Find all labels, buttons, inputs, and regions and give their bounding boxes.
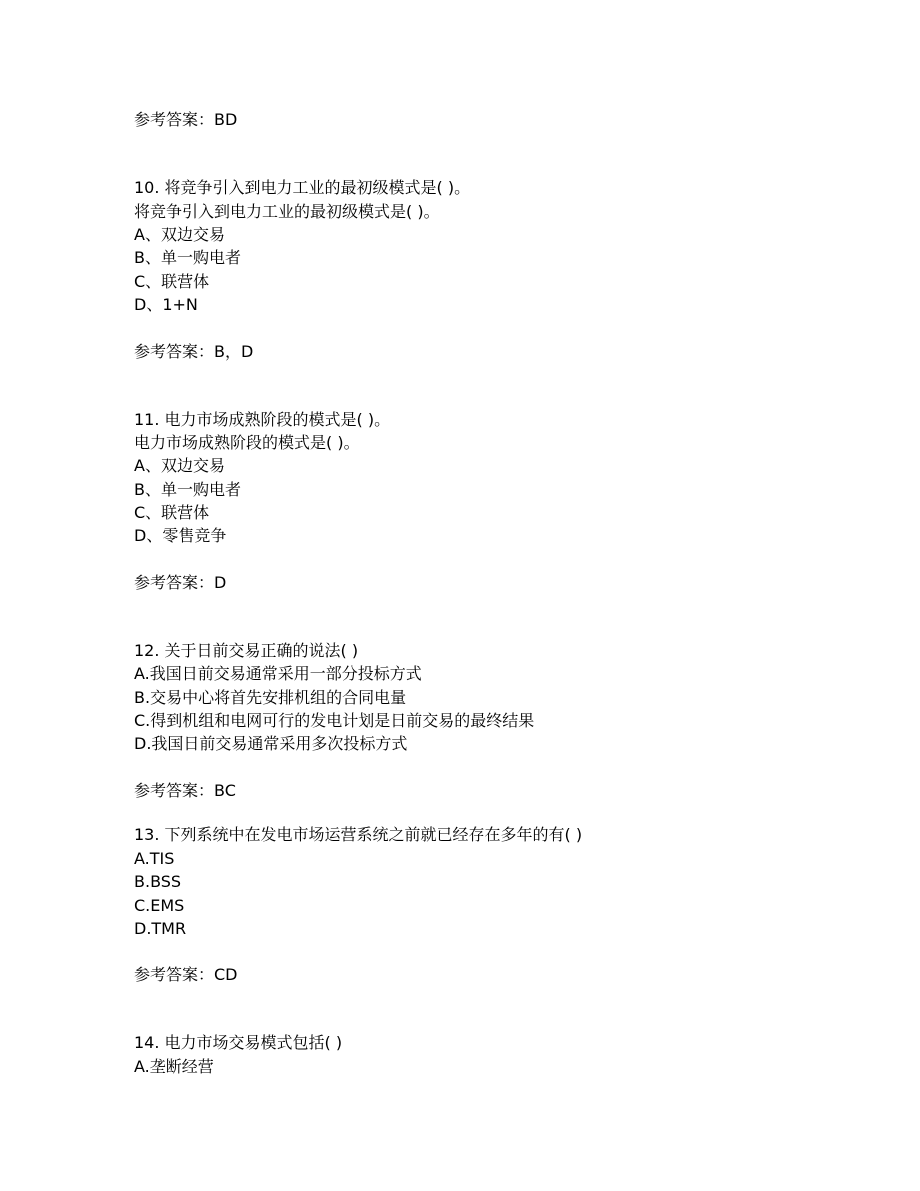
option-d: D.TMR [134,919,187,938]
option-c: C.EMS [134,896,185,915]
option-b: B.BSS [134,872,182,891]
question-title: 10. 将竞争引入到电力工业的最初级模式是( )。 [134,178,471,197]
option-c: C.得到机组和电网可行的发电计划是日前交易的最终结果 [134,711,535,730]
answer-line: 参考答案：B，D [134,342,254,361]
option-a: A.我国日前交易通常采用一部分投标方式 [134,664,422,683]
option-d: D、1+N [134,295,198,314]
question-stem: 电力市场成熟阶段的模式是( )。 [134,433,360,452]
answer-line: 参考答案：D [134,573,227,592]
question-title: 11. 电力市场成熟阶段的模式是( )。 [134,410,391,429]
answer-line: 参考答案：BC [134,781,236,800]
answer-line: 参考答案：BD [134,110,238,129]
option-b: B、单一购电者 [134,480,241,499]
option-a: A、双边交易 [134,456,225,475]
option-c: C、联营体 [134,503,210,522]
option-c: C、联营体 [134,272,210,291]
question-stem: 将竞争引入到电力工业的最初级模式是( )。 [134,202,440,221]
option-b: B、单一购电者 [134,248,241,267]
option-b: B.交易中心将首先安排机组的合同电量 [134,688,407,707]
question-title: 14. 电力市场交易模式包括( ) [134,1033,343,1052]
answer-line: 参考答案：CD [134,965,238,984]
question-title: 12. 关于日前交易正确的说法( ) [134,641,359,660]
option-d: D、零售竞争 [134,526,227,545]
option-d: D.我国日前交易通常采用多次投标方式 [134,734,408,753]
option-a: A、双边交易 [134,225,225,244]
option-a: A.垄断经营 [134,1057,214,1076]
option-a: A.TIS [134,849,175,868]
question-title: 13. 下列系统中在发电市场运营系统之前就已经存在多年的有( ) [134,825,583,844]
